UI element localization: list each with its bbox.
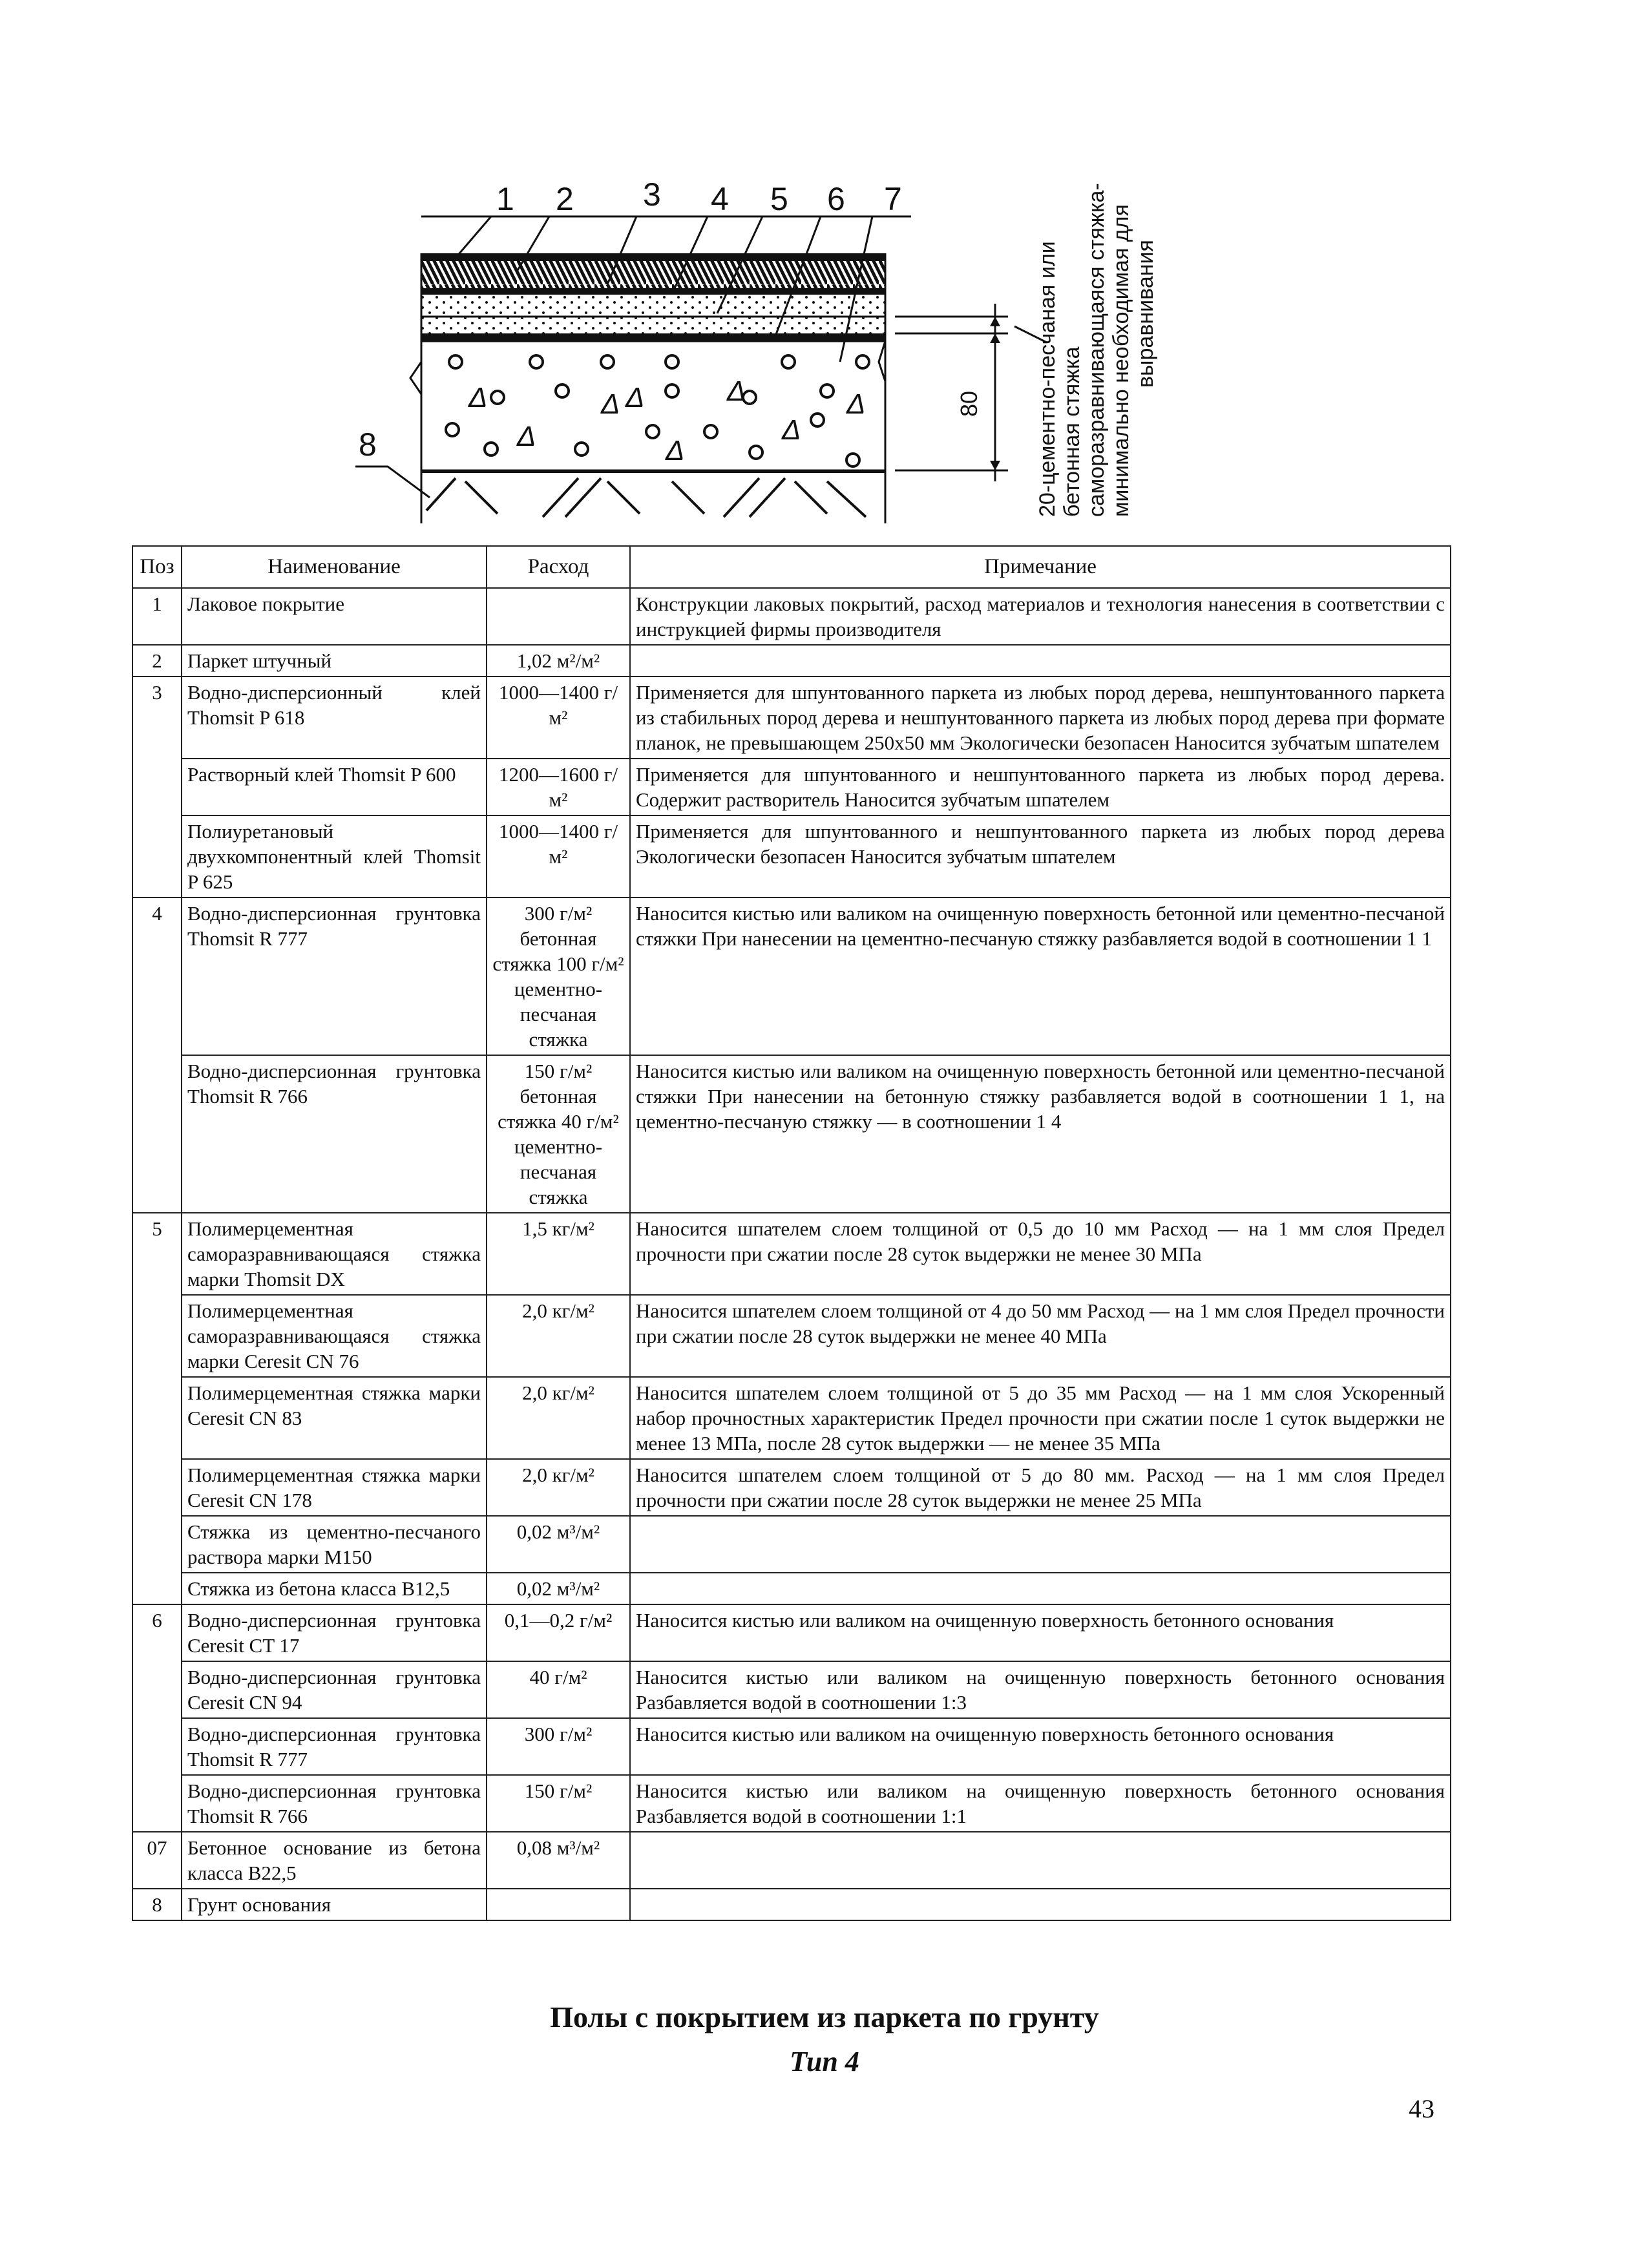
cell-name: Полимерцементная саморазравнивающаяся стяжка марки Thomsit DX [182,1213,487,1295]
cell-note: Наносится кистью или валиком на очищенную поверхность бетонного основания [630,1604,1451,1661]
layer-adhesive [421,288,885,295]
cell-pos: 1 [132,588,182,645]
table-row [132,759,1451,815]
table-row [132,1775,1451,1832]
page-number: 43 [1409,2094,1434,2123]
cell-name: Водно-дисперсионная грунтовка Ceresit CN 94 [182,1661,487,1718]
cell-name: Грунт основания [182,1889,487,1920]
cell-pos: 07 [132,1832,182,1889]
cell-usage: 2,0 кг/м² [487,1459,630,1516]
cell-usage: 0,08 м³/м² [487,1832,630,1889]
svg-text:бетонная стяжка: бетонная стяжка [1060,346,1084,517]
ground-hatch [426,478,866,517]
table-row [132,1573,1451,1604]
cell-note: Наносится кистью или валиком на очищенную поверхность бетонного основания Разбавляется водой в соотношении 1:3 [630,1661,1451,1718]
cell-usage: 40 г/м² [487,1661,630,1718]
cell-name: Водно-дисперсионная грунтовка Thomsit R 777 [182,898,487,1055]
table-row [132,1832,1451,1889]
cell-pos [132,815,182,898]
cell-name: Стяжка из цементно-песчаного раствора марки М150 [182,1516,487,1573]
header-note: Примечание [630,546,1451,588]
callout-6: 6 [827,181,845,217]
cell-usage: 1000—1400 г/м² [487,677,630,759]
svg-text:саморазравнивающаяся стяжка-: саморазравнивающаяся стяжка- [1084,183,1109,517]
table-row [132,1295,1451,1377]
cell-name: Полимерцементная стяжка марки Ceresit CN 178 [182,1459,487,1516]
table-row [132,677,1451,759]
table-row [132,1459,1451,1516]
cell-name: Растворный клей Thomsit P 600 [182,759,487,815]
layer-concrete [421,341,885,470]
callout-4: 4 [711,181,729,217]
cell-note [630,645,1451,677]
cell-note: Применяется для шпунтованного и нешпунтованного паркета из любых пород дерева. Содержит растворитель Наносится зубчатым шпателем [630,759,1451,815]
cell-note: Применяется для шпунтованного паркета из любых пород дерева, нешпунтованного паркета из стабильных пород дерева и нешпунтованного паркета из любых пород дерева при формате планок, не превышающем 250х50 мм Экологически безопасен Наносится зубчатым шпателем [630,677,1451,759]
cell-note: Применяется для шпунтованного и нешпунтованного паркета из любых пород дерева Экологически безопасен Наносится зубчатым шпателем [630,815,1451,898]
svg-text:Δ: Δ [625,382,645,414]
cell-usage: 300 г/м² бетонная стяжка 100 г/м² цементно-песчаная стяжка [487,898,630,1055]
cell-pos: 4 [132,898,182,1055]
cell-usage: 0,02 м³/м² [487,1516,630,1573]
table-row [132,1889,1451,1920]
cell-pos: 6 [132,1604,182,1661]
layer-primer [421,333,885,341]
specification-table [132,545,1451,1921]
table-body [132,588,1451,1920]
svg-text:минимально необходимая для: минимально необходимая для [1109,204,1133,517]
cell-pos [132,1718,182,1775]
cell-pos: 5 [132,1213,182,1295]
cell-name: Водно-дисперсионный клей Thomsit P 618 [182,677,487,759]
cell-pos [132,1055,182,1213]
cell-note: Наносится кистью или валиком на очищенную поверхность бетонного основания [630,1718,1451,1775]
table-row [132,898,1451,1055]
callout-7: 7 [884,181,902,217]
cell-usage: 2,0 кг/м² [487,1377,630,1459]
svg-text:Δ: Δ [727,375,746,407]
table-row [132,1213,1451,1295]
floor-section-diagram [0,0,1649,543]
cell-name: Паркет штучный [182,645,487,677]
table-row [132,1604,1451,1661]
cell-note [630,1889,1451,1920]
cell-name: Бетонное основание из бетона класса В22,5 [182,1832,487,1889]
cell-usage [487,1889,630,1920]
cell-name: Полиуретановый двухкомпонентный клей Thomsit P 625 [182,815,487,898]
table-row [132,1516,1451,1573]
callout-1: 1 [496,181,514,217]
cell-note [630,1516,1451,1573]
svg-text:Δ: Δ [601,388,620,420]
cell-pos [132,1377,182,1459]
layer-parquet [421,261,885,288]
cell-usage: 0,1—0,2 г/м² [487,1604,630,1661]
cell-name: Полимерцементная саморазравнивающаяся стяжка марки Ceresit CN 76 [182,1295,487,1377]
table-row [132,588,1451,645]
table-row [132,1377,1451,1459]
cell-name: Водно-дисперсионная грунтовка Thomsit R 766 [182,1055,487,1213]
cell-name: Стяжка из бетона класса В12,5 [182,1573,487,1604]
cell-name: Водно-дисперсионная грунтовка Thomsit R 777 [182,1718,487,1775]
cell-usage: 0,02 м³/м² [487,1573,630,1604]
cell-usage [487,588,630,645]
cell-note [630,1832,1451,1889]
cell-note: Наносится кистью или валиком на очищенную поверхность бетонной или цементно-песчаной стяжки При нанесении на бетонную стяжку разбавляется водой в соотношении 1 1, на цементно-песчаную стяжку — в соотношении 1 4 [630,1055,1451,1213]
cell-pos: 3 [132,677,182,759]
header-usage: Расход [487,546,630,588]
callout-2: 2 [556,181,574,217]
header-name: Наименование [182,546,487,588]
cell-usage: 150 г/м² [487,1775,630,1832]
cell-usage: 1200—1600 г/м² [487,759,630,815]
table-row [132,645,1451,677]
cell-note: Наносится шпателем слоем толщиной от 4 до 50 мм Расход — на 1 мм слоя Предел прочности при сжатии после 28 суток выдержки не менее 40 МПа [630,1295,1451,1377]
cell-name: Полимерцементная стяжка марки Ceresit CN 83 [182,1377,487,1459]
callout-8: 8 [359,426,377,463]
svg-text:Δ: Δ [846,388,866,420]
cell-name: Водно-дисперсионная грунтовка Thomsit R 766 [182,1775,487,1832]
callout-5: 5 [770,181,788,217]
svg-text:Δ: Δ [666,435,685,467]
cell-pos [132,759,182,815]
cell-note: Наносится кистью или валиком на очищенную поверхность бетонного основания Разбавляется водой в соотношении 1:1 [630,1775,1451,1832]
cell-note: Конструкции лаковых покрытий, расход материалов и технология нанесения в соответствии с инструкцией фирмы производителя [630,588,1451,645]
table-header-row [132,546,1451,588]
svg-text:20-цементно-песчаная или: 20-цементно-песчаная или [1035,241,1060,517]
cell-pos [132,1775,182,1832]
cell-usage: 2,0 кг/м² [487,1295,630,1377]
table-row [132,815,1451,898]
cell-pos [132,1459,182,1516]
cell-pos [132,1661,182,1718]
cell-usage: 300 г/м² [487,1718,630,1775]
cell-name: Лаковое покрытие [182,588,487,645]
table-row [132,1718,1451,1775]
side-note [1035,183,1158,517]
cell-pos [132,1295,182,1377]
svg-text:Δ: Δ [782,414,801,446]
cell-name: Водно-дисперсионная грунтовка Ceresit CT 17 [182,1604,487,1661]
cell-pos: 2 [132,645,182,677]
header-pos: Поз [132,546,182,588]
cell-usage: 150 г/м² бетонная стяжка 40 г/м² цементно-песчаная стяжка [487,1055,630,1213]
cell-note [630,1573,1451,1604]
cell-pos [132,1516,182,1573]
layer-lacquer [421,253,885,261]
layer-screed [421,295,885,333]
cell-usage: 1,02 м²/м² [487,645,630,677]
table-row [132,1055,1451,1213]
svg-text:выравнивания: выравнивания [1133,240,1158,388]
page-subtitle-type: Тип 4 [790,2046,859,2077]
svg-text:Δ: Δ [468,382,488,414]
callout-3: 3 [643,176,661,213]
page-title: Полы с покрытием из паркета по грунту [550,2000,1099,2033]
cell-usage: 1000—1400 г/м² [487,815,630,898]
cell-note: Наносится шпателем слоем толщиной от 0,5 до 10 мм Расход — на 1 мм слоя Предел прочности при сжатии после 28 суток выдержки не менее 30 МПа [630,1213,1451,1295]
dimension-80: 80 [956,390,982,417]
cell-pos: 8 [132,1889,182,1920]
svg-text:Δ: Δ [517,421,536,452]
cell-usage: 1,5 кг/м² [487,1213,630,1295]
table-row [132,1661,1451,1718]
cell-pos [132,1573,182,1604]
cell-note: Наносится кистью или валиком на очищенную поверхность бетонной или цементно-песчаной стяжки При нанесении на цементно-песчаную стяжку разбавляется водой в соотношении 1 1 [630,898,1451,1055]
cell-note: Наносится шпателем слоем толщиной от 5 до 80 мм. Расход — на 1 мм слоя Предел прочности при сжатии после 28 суток выдержки не менее 25 МПа [630,1459,1451,1516]
cell-note: Наносится шпателем слоем толщиной от 5 до 35 мм Расход — на 1 мм слоя Ускоренный набор прочностных характеристик Предел прочности при сжатии после 1 суток выдержки не менее 13 МПа, после 28 суток выдержки — не менее 35 МПа [630,1377,1451,1459]
